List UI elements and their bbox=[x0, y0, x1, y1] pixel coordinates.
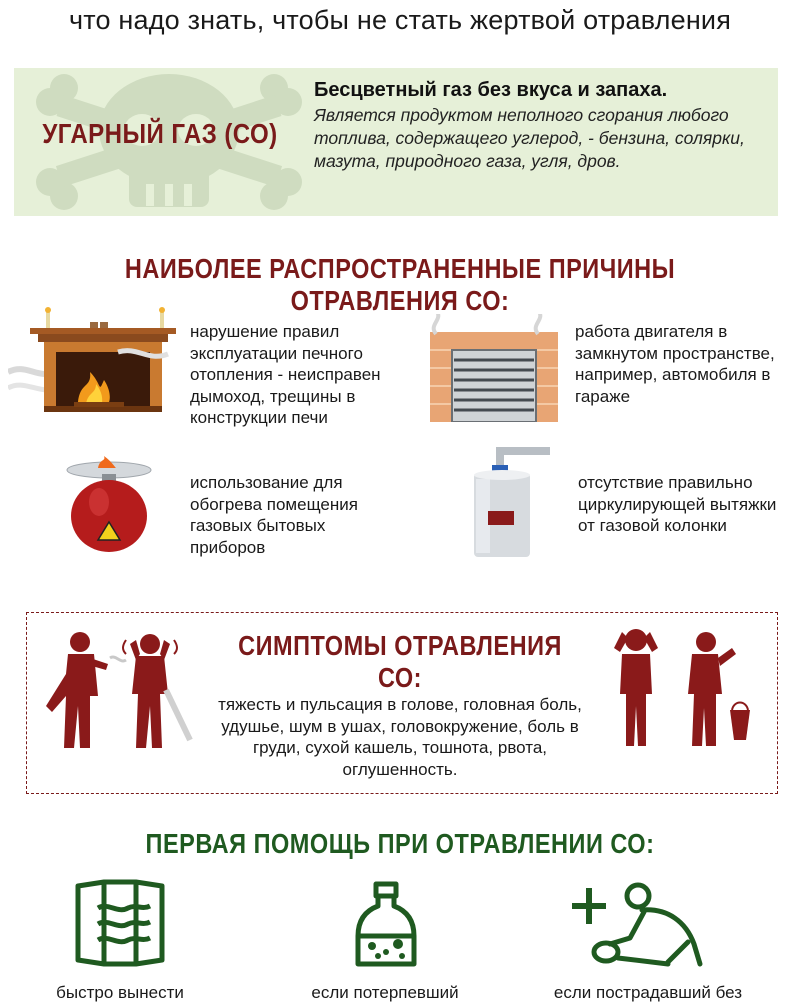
sick-people-icon bbox=[40, 630, 200, 750]
first-aid-text-3: если пострадавший без bbox=[553, 983, 743, 1002]
co-description: Является продуктом неполного сгорания любого топлива, содержащего углерод, - бензина, солярки, мазута, природного газа, угля, дров. bbox=[314, 105, 745, 171]
medicine-bottle-icon bbox=[354, 880, 418, 972]
cause-text-1: нарушение правил эксплуатации печного отопления - неисправен дымоход, трещины в конструкции печи bbox=[190, 322, 381, 427]
first-aid-text-1: быстро вынести bbox=[56, 983, 184, 1002]
garage-icon bbox=[426, 314, 566, 422]
open-window-icon bbox=[74, 878, 166, 968]
fireplace-icon bbox=[8, 302, 178, 412]
co-name: УГАРНЫЙ ГАЗ (СО) bbox=[42, 118, 278, 149]
page-title: что надо знать, чтобы не стать жертвой отравления bbox=[68, 5, 732, 35]
gas-heater-icon bbox=[54, 456, 164, 556]
symptoms-title: СИМПТОМЫ ОТРАВЛЕНИЯ СО: bbox=[238, 630, 562, 693]
gas-boiler-icon bbox=[470, 445, 560, 560]
cause-text-4: отсутствие правильно циркулирующей вытяжки от газовой колонки bbox=[578, 473, 777, 535]
causes-title: НАИБОЛЕЕ РАСПРОСТРАНЕННЫЕ ПРИЧИНЫ ОТРАВЛЕНИЯ СО: bbox=[124, 253, 676, 316]
co-headline: Бесцветный газ без вкуса и запаха. bbox=[314, 79, 668, 101]
cpr-icon bbox=[568, 878, 708, 970]
first-aid-title: ПЕРВАЯ ПОМОЩЬ ПРИ ОТРАВЛЕНИИ СО: bbox=[145, 828, 655, 859]
dizzy-nauseous-people-icon bbox=[606, 628, 756, 748]
cause-text-2: работа двигателя в замкнутом пространстве, например, автомобиля в гараже bbox=[575, 322, 775, 406]
cause-text-3: использование для обогрева помещения газовых бытовых приборов bbox=[190, 473, 358, 557]
first-aid-text-2: если потерпевший bbox=[311, 983, 459, 1002]
symptoms-text: тяжесть и пульсация в голове, головная боль, удушье, шум в ушах, головокружение, боль в груди, сухой кашель, тошнота, рвота, оглушенность. bbox=[218, 695, 582, 779]
